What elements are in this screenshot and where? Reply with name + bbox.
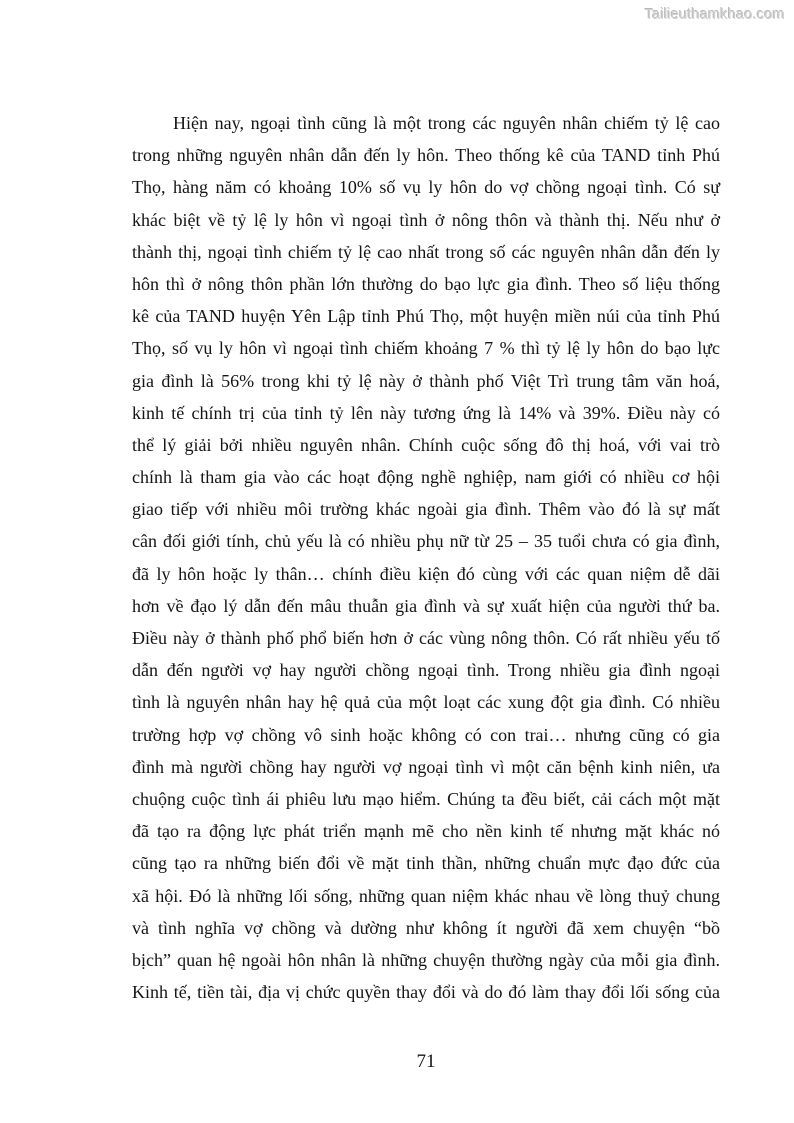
text-line: hôn thì ở nông thôn phần lớn thường do bạo lực gia đình. Theo số liệu thống: [132, 273, 720, 294]
text-line: giao tiếp với nhiều môi trường khác ngoài gia đình. Thêm vào đó là sự mất: [132, 499, 720, 520]
text-line: cũng tạo ra những biến đổi về mặt tinh thần, những chuẩn mực đạo đức của: [132, 853, 720, 874]
body-text-block: [132, 107, 720, 1008]
text-line: khác biệt về tỷ lệ ly hôn vì ngoại tình ở nông thôn và thành thị. Nếu như ở: [132, 209, 720, 230]
text-line: đã ly hôn hoặc ly thân… chính điều kiện đó cùng với các quan niệm dễ dãi: [132, 563, 720, 584]
text-line: trường hợp vợ chồng vô sinh hoặc không có con trai… nhưng cũng có gia: [132, 724, 720, 745]
text-line: chính là tham gia vào các hoạt động nghề nghiệp, nam giới có nhiều cơ hội: [132, 467, 720, 488]
text-line: Thọ, số vụ ly hôn vì ngoại tình chiếm khoảng 7 % thì tỷ lệ ly hôn do bạo lực: [132, 338, 720, 359]
text-line: Kinh tế, tiền tài, địa vị chức quyền thay đổi và do đó làm thay đổi lối sống của: [132, 982, 720, 1003]
text-line: chuộng cuộc tình ái phiêu lưu mạo hiểm. Chúng ta đều biết, cải cách một mặt: [132, 788, 720, 809]
text-line: Thọ, hàng năm có khoảng 10% số vụ ly hôn do vợ chồng ngoại tình. Có sự: [132, 177, 720, 198]
text-line: kê của TAND huyện Yên Lập tỉnh Phú Thọ, một huyện miền núi của tỉnh Phú: [132, 306, 720, 327]
text-line: tình là nguyên nhân hay hệ quả của một loạt các xung đột gia đình. Có nhiều: [132, 692, 720, 713]
text-line: xã hội. Đó là những lối sống, những quan niệm khác nhau về lòng thuỷ chung: [132, 885, 720, 906]
text-line: Hiện nay, ngoại tình cũng là một trong các nguyên nhân chiếm tỷ lệ cao: [173, 113, 720, 133]
text-line: đình mà người chồng hay người vợ ngoại tình vì một căn bệnh kinh niên, ưa: [132, 756, 720, 777]
text-line: cân đối giới tính, chủ yếu là có nhiều phụ nữ từ 25 – 35 tuổi chưa có gia đình,: [132, 531, 720, 552]
text-line: và tình nghĩa vợ chồng và dường như không ít người đã xem chuyện “bồ: [132, 917, 720, 938]
text-line: thể lý giải bởi nhiều nguyên nhân. Chính cuộc sống đô thị hoá, với vai trò: [132, 434, 720, 455]
text-line: hơn về đạo lý dẫn đến mâu thuẫn gia đình và sự xuất hiện của người thứ ba.: [132, 595, 720, 616]
page-number: 71: [416, 1051, 436, 1072]
watermark: Tailieuthamkhao.com: [644, 7, 785, 23]
text-line: trong những nguyên nhân dẫn đến ly hôn. Theo thống kê của TAND tỉnh Phú: [132, 145, 720, 166]
text-line: gia đình là 56% trong khi tỷ lệ này ở thành phố Việt Trì trung tâm văn hoá,: [132, 370, 720, 391]
text-line: bịch” quan hệ ngoài hôn nhân là những chuyện thường ngày của mỗi gia đình.: [132, 949, 720, 970]
text-line: dẫn đến người vợ hay người chồng ngoại tình. Trong nhiều gia đình ngoại: [132, 660, 720, 681]
text-line: đã tạo ra động lực phát triển mạnh mẽ cho nền kinh tế nhưng mặt khác nó: [132, 821, 720, 842]
text-line: thành thị, ngoại tình chiếm tỷ lệ cao nhất trong số các nguyên nhân dẫn đến ly: [132, 241, 720, 262]
text-line: Điều này ở thành phố phổ biến hơn ở các vùng nông thôn. Có rất nhiều yếu tố: [132, 628, 720, 648]
text-line: kinh tế chính trị của tỉnh tỷ lên này tương ứng là 14% và 39%. Điều này có: [132, 402, 720, 423]
